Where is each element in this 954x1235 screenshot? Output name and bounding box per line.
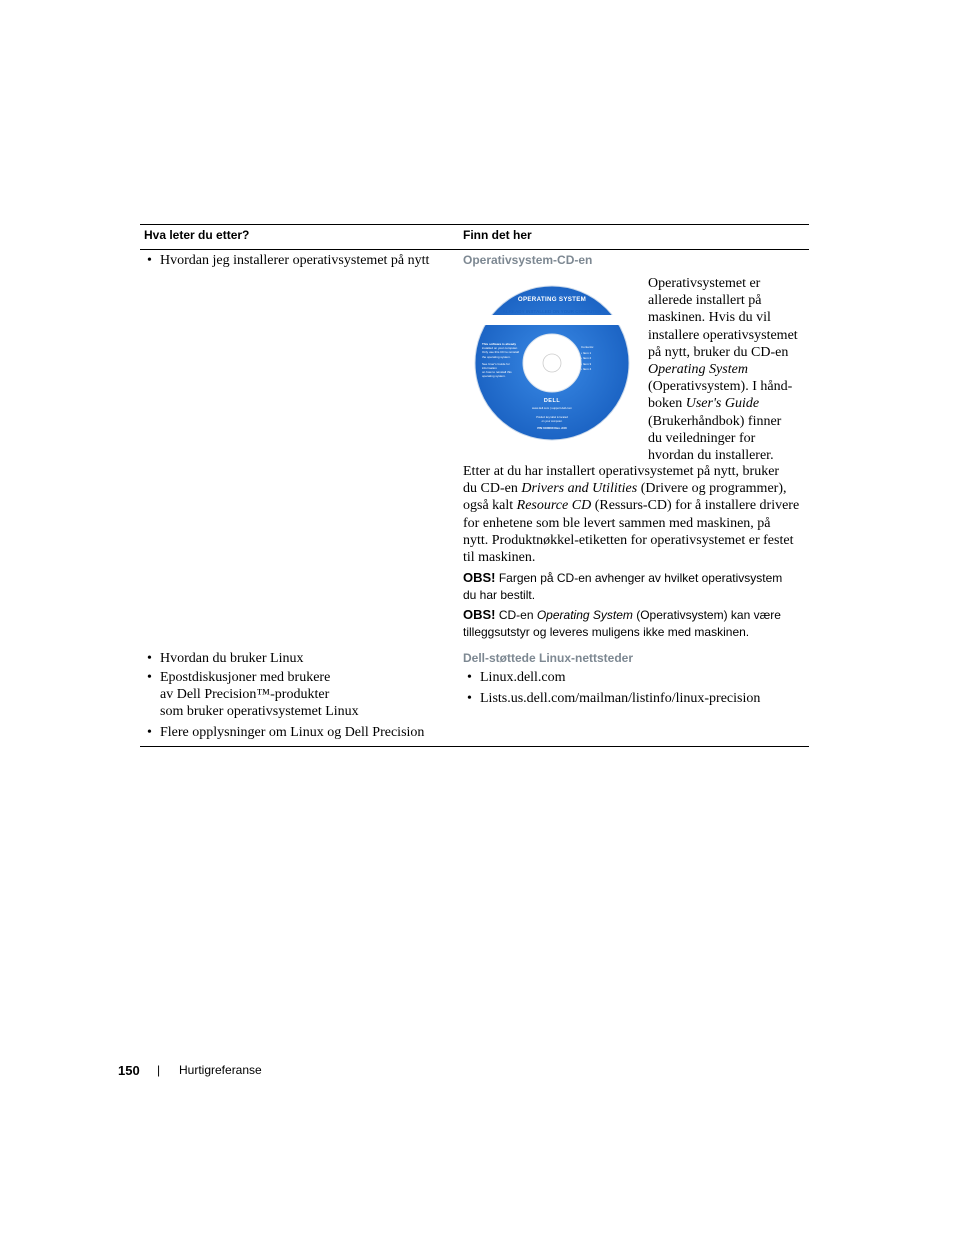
note-line: tilleggsutstyr og leveres muligens ikke med maskinen.	[463, 625, 750, 639]
text-line: hvordan du installerer.	[648, 448, 774, 464]
list-item-line: som bruker operativsystemet Linux	[160, 704, 359, 719]
cd-part-number: P/N 0X0000 Rev. A00	[537, 426, 567, 430]
footer-separator: |	[157, 1063, 161, 1077]
text-span: du CD-en	[463, 481, 522, 497]
cd-left-line: on how to reinstall this	[482, 370, 512, 375]
note-label: OBS!	[463, 570, 496, 585]
note-text: CD-en	[495, 608, 537, 622]
reinstall-paragraph	[463, 463, 809, 566]
cd-right-line: • Item 3	[581, 361, 592, 366]
text-line	[463, 480, 809, 497]
cd-left-line: installed on your computer.	[482, 346, 518, 351]
section-heading: Operativsystem-CD-en	[463, 253, 593, 267]
note-text: Fargen på CD-en avhenger av hvilket operativsystem	[495, 571, 783, 585]
text-span: (Drivere og programmer),	[637, 481, 787, 497]
text-span: (Ressurs-CD) for å installere drivere	[591, 498, 800, 514]
text-line: (Operativsystem). I hånd-	[648, 379, 793, 395]
cd-right-line: • Item 1	[581, 350, 592, 355]
page-number: 150	[118, 1063, 140, 1078]
text-line: Operating System	[648, 362, 748, 378]
text-line: nytt. Produktnøkkel-etiketten for operativsystemet er festet	[463, 532, 794, 548]
text-italic: User's Guide	[685, 396, 760, 412]
cd-right-line: Contents:	[581, 345, 594, 349]
list-item: • Flere opplysninger om Linux og Dell Precision	[147, 725, 425, 740]
cd-bottom1: Product key label is located	[536, 416, 568, 419]
footer-section: Hurtigreferanse	[179, 1063, 262, 1077]
text-span: også kalt	[463, 498, 517, 514]
cd-bottom2: on your computer.	[541, 420, 563, 423]
text-line: til maskinen.	[463, 550, 536, 566]
table-header-rule	[140, 249, 809, 250]
cd-left-text	[482, 342, 524, 379]
cd-image	[474, 285, 630, 441]
table-bottom-rule	[140, 746, 809, 747]
note-label: OBS!	[463, 607, 496, 622]
text-line: maskinen. Hvis du vil	[648, 310, 771, 326]
text-line: allerede installert på	[648, 293, 762, 309]
cd-right-text	[581, 345, 621, 373]
dell-logo: DELL	[543, 398, 561, 404]
table-top-rule	[140, 224, 809, 225]
cd-left-line: the operating system.	[482, 354, 511, 359]
note-line: du har bestilt.	[463, 588, 536, 602]
link-linux-precision-list[interactable]: • Lists.us.dell.com/mailman/listinfo/linux-precision	[467, 691, 761, 706]
link-linux-dell[interactable]: • Linux.dell.com	[467, 670, 566, 685]
text-line: installere operativsystemet	[648, 327, 798, 343]
cd-left-line: This software is already	[482, 342, 517, 346]
cd-banner: ALREADY INSTALLED ON YOUR COMPUTER	[502, 308, 602, 314]
text-line: Operativsystemet er	[648, 276, 761, 291]
note-line	[463, 569, 808, 587]
note-italic: Operating System	[536, 608, 633, 622]
text-italic: Resource CD	[516, 498, 592, 514]
list-item: • Epostdiskusjoner med brukere av Dell Precision™-produkter som bruker operativsystemet Linux	[147, 670, 359, 719]
text-italic: Drivers and Utilities	[521, 481, 638, 497]
text-line: for enhetene som ble levert sammen med maskinen, på	[463, 515, 771, 531]
text-line: på nytt, bruker du CD-en	[648, 344, 789, 360]
list-item-line: Epostdiskusjoner med brukere	[160, 670, 331, 685]
cd-right-line: • Item 2	[581, 356, 592, 360]
text-line: Etter at du har installert operativsystemet på nytt, bruker	[463, 464, 780, 479]
text-line: (Brukerhåndbok) finner	[648, 413, 782, 429]
text-line	[648, 395, 810, 412]
text-span: boken	[648, 396, 686, 412]
text-line	[463, 497, 809, 514]
column-header-question: Hva leter du etter?	[144, 228, 250, 242]
list-item: • Hvordan du bruker Linux	[147, 651, 304, 666]
column-header-location: Finn det her	[463, 228, 532, 242]
list-item-line: av Dell Precision™-produkter	[160, 687, 330, 702]
cd-url: www.dell.com | support.dell.com	[532, 406, 572, 410]
cd-description	[648, 275, 810, 464]
list-item: • Hvordan jeg installerer operativsystemet på nytt	[147, 253, 430, 268]
note-cd-color	[463, 569, 808, 604]
text-line: du veiledninger for	[648, 430, 756, 446]
cd-line2: Microsoft® Windows® XP Professional	[522, 321, 582, 326]
cd-left-line: operating system.	[482, 374, 506, 379]
note-text: (Operativsystem) kan være	[632, 608, 781, 622]
cd-title: OPERATING SYSTEM	[517, 296, 587, 303]
cd-line1: Reinstallation CD	[538, 317, 566, 321]
note-line	[463, 606, 808, 624]
cd-left-line: See User's Guide for information	[482, 361, 510, 371]
cd-right-line: • Item 4	[581, 367, 592, 371]
section-heading: Dell-støttede Linux-nettsteder	[463, 651, 634, 665]
note-cd-optional	[463, 606, 808, 641]
cd-left-line: Only use this CD to reinstall	[482, 350, 520, 355]
